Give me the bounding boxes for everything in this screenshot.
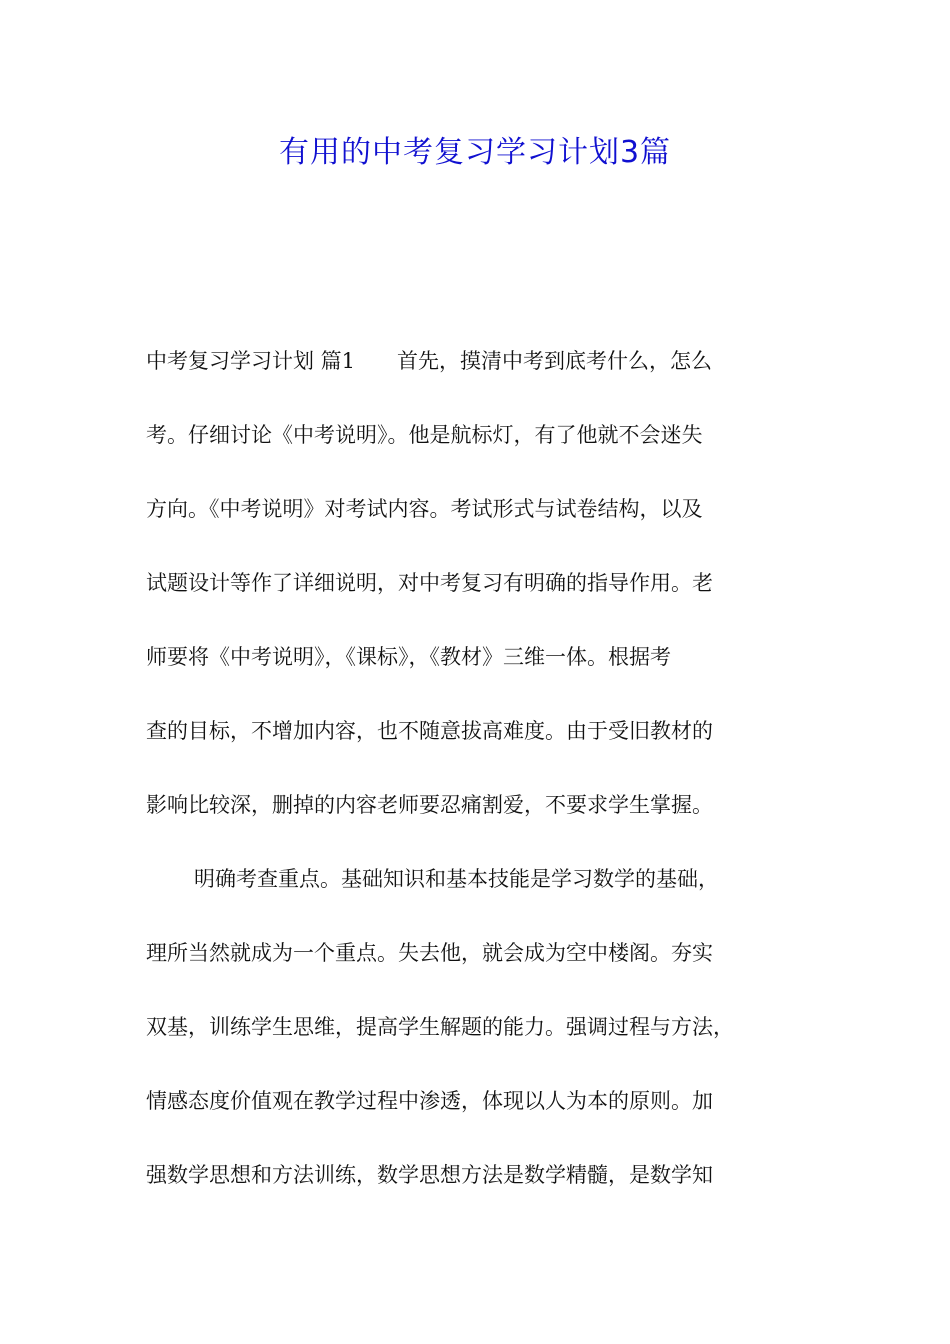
body-line: 双基，训练学生思维，提高学生解题的能力。强调过程与方法， — [146, 1015, 734, 1039]
body-line: 中考复习学习计划 篇1 首先，摸清中考到底考什么，怎么 — [146, 349, 713, 373]
body-line: 影响比较深，删掉的内容老师要忍痛割爱，不要求学生掌握。 — [146, 793, 713, 817]
document-title: 有用的中考复习学习计划3篇 — [278, 135, 672, 170]
body-line: 理所当然就成为一个重点。失去他，就会成为空中楼阁。夯实 — [146, 941, 713, 965]
body-line: 考。仔细讨论《中考说明》。他是航标灯，有了他就不会迷失 — [146, 423, 703, 447]
body-line: 明确考查重点。基础知识和基本技能是学习数学的基础， — [194, 867, 719, 891]
body-line: 师要将《中考说明》，《课标》，《教材》三维一体。根据考 — [146, 645, 671, 669]
body-line: 情感态度价值观在教学过程中渗透，体现以人为本的原则。加 — [146, 1089, 713, 1113]
body-line: 试题设计等作了详细说明，对中考复习有明确的指导作用。老 — [146, 571, 713, 595]
body-line: 强数学思想和方法训练，数学思想方法是数学精髓，是数学知 — [146, 1163, 713, 1187]
document-body — [146, 338, 806, 1226]
body-line: 查的目标，不增加内容，也不随意拔高难度。由于受旧教材的 — [146, 719, 713, 743]
body-line: 方向。《中考说明》对考试内容。考试形式与试卷结构，以及 — [146, 497, 703, 521]
